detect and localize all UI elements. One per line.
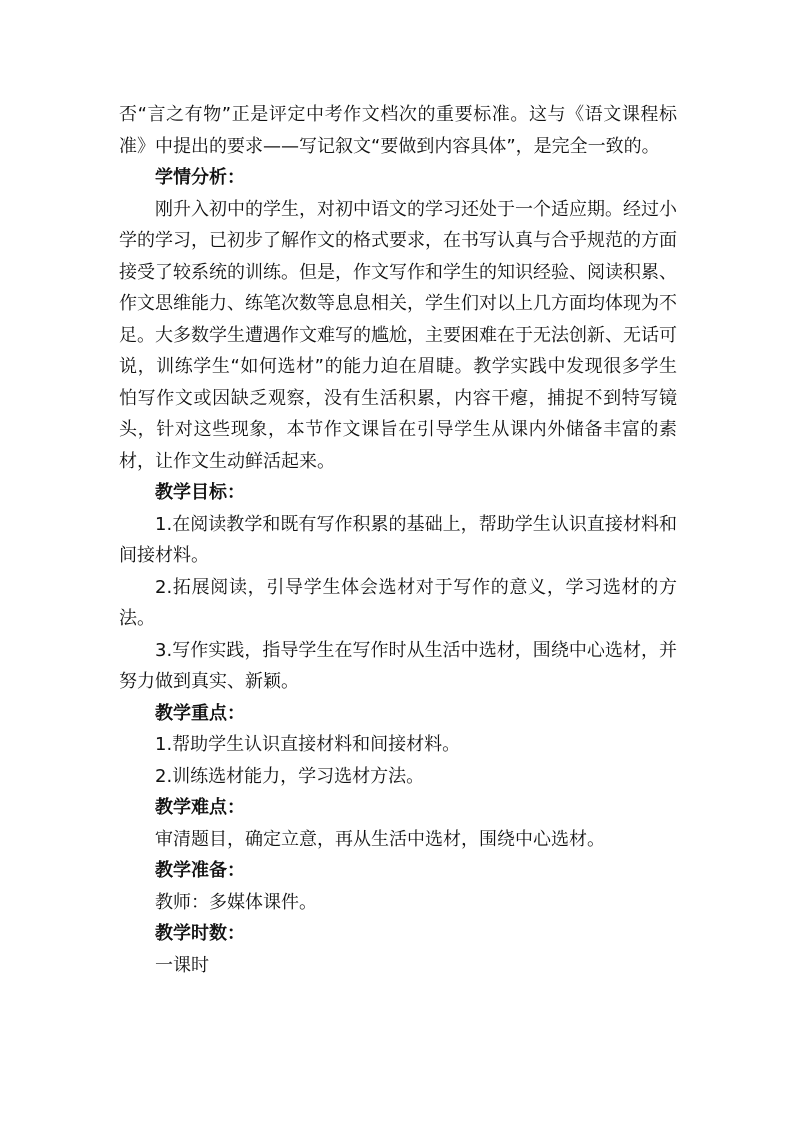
- teaching-key-point-2: 2.训练选材能力，学习选材方法。: [155, 765, 425, 787]
- teaching-preparation-heading: 教学准备：: [155, 860, 245, 881]
- teaching-difficulty-heading: 教学难点：: [155, 797, 245, 818]
- teaching-key-point-1: 1.帮助学生认识直接材料和间接材料。: [155, 734, 461, 755]
- learning-analysis-paragraph: 刚升入初中的学生，对初中语文的学习还处于一个适应期。经过小学的学习，已初步了解作文的格式要求，在书写认真与合乎规范的方面接受了较系统的训练。但是，作文写作和学生的知识经验、阅读积累、作文思维能力、练笔次数等息息相关，学生们对以上几方面均体现为不足。大多数学生遭遇作文难写的尴尬，主要困难在于无法创新、无话可说，训练学生“如何选材”的能力迫在眉睫。教学实践中发现很多学生怕写作文或因缺乏观察，没有生活积累，内容干瘪，捕捉不到特写镜头，针对这些现象，本节作文课旨在引导学生从课内外储备丰富的素材，让作文生动鲜活起来。: [119, 198, 677, 472]
- teaching-difficulty-paragraph: 审清题目，确定立意，再从生活中选材，围绕中心选材。: [155, 828, 605, 850]
- document-body: [119, 99, 677, 981]
- teaching-goal-2: 2.拓展阅读，引导学生体会选材对于写作的意义，学习选材的方法。: [119, 576, 677, 629]
- teaching-time-heading: 教学时数：: [155, 923, 245, 944]
- teaching-goals-heading: 教学目标：: [155, 482, 245, 503]
- teaching-time-paragraph: 一课时: [155, 954, 209, 976]
- teaching-goal-3: 3.写作实践，指导学生在写作时从生活中选材，围绕中心选材，并努力做到真实、新颖。: [119, 639, 677, 692]
- teaching-key-points-heading: 教学重点：: [155, 702, 245, 724]
- learning-analysis-heading: 学情分析：: [155, 167, 245, 188]
- teaching-preparation-paragraph: 教师：多媒体课件。: [155, 891, 317, 913]
- teaching-goal-1: 1.在阅读教学和既有写作积累的基础上，帮助学生认识直接材料和间接材料。: [119, 513, 677, 566]
- intro-paragraph: 否“言之有物”正是评定中考作文档次的重要标准。这与《语文课程标准》中提出的要求——写记叙文“要做到内容具体”，是完全一致的。: [119, 104, 677, 157]
